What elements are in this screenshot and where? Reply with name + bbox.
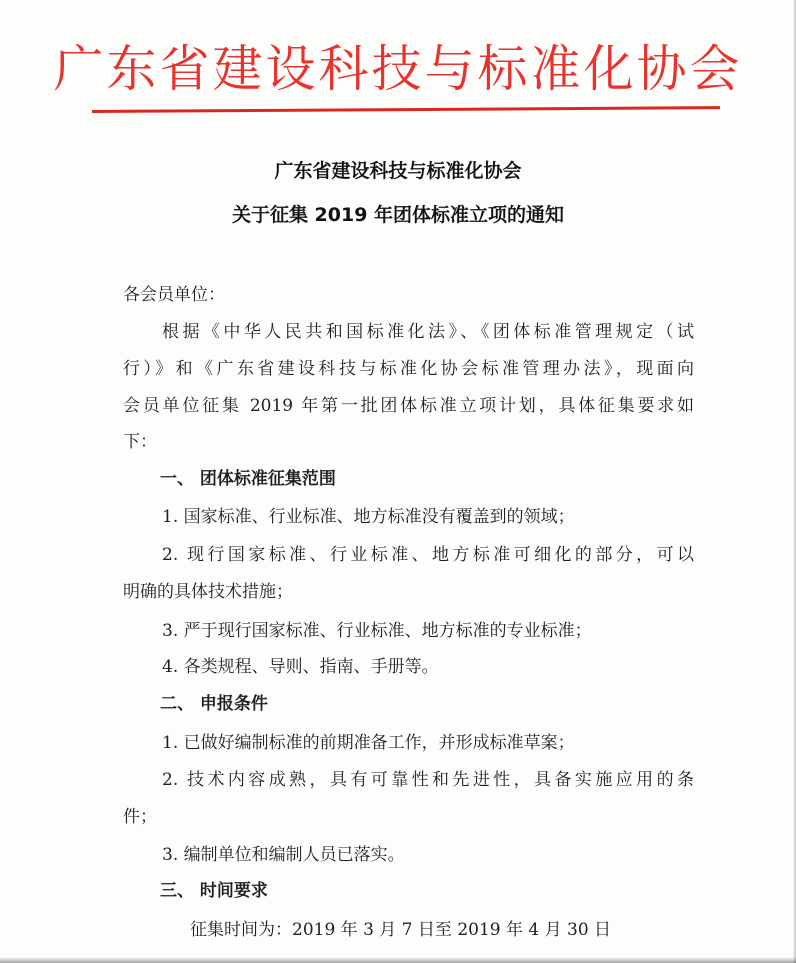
list-item: 件； (123, 807, 157, 827)
salutation: 各会员单位： (123, 285, 225, 305)
section-heading-scope: 一、 团体标准征集范围 (160, 469, 336, 489)
list-item: 3. 严于现行国家标准、行业标准、地方标准的专业标准； (162, 621, 592, 641)
section-heading-conditions: 二、 申报条件 (160, 694, 268, 714)
intro-line: 根据《中华人民共和国标准化法》、《团体标准管理规定（试 (162, 322, 694, 342)
letterhead-red-rule (92, 106, 720, 113)
list-item: 1. 国家标准、行业标准、地方标准没有覆盖到的领域； (162, 507, 575, 527)
list-item: 征集时间为：2019 年 3 月 7 日至 2019 年 4 月 30 日 (190, 920, 612, 940)
intro-line: 行）》和《广东省建设科技与标准化协会标准管理办法》，现面向 (123, 359, 694, 379)
letterhead-org-name: 广东省建设科技与标准化协会 (53, 40, 743, 98)
page-bottom-shadow (0, 957, 796, 963)
list-item: 2. 技术内容成熟，具有可靠性和先进性，具备实施应用的条 (162, 770, 694, 790)
notice-title-line2: 关于征集 2019 年团体标准立项的通知 (231, 204, 565, 226)
list-item: 4. 各类规程、导则、指南、手册等。 (162, 657, 439, 677)
list-item: 1. 已做好编制标准的前期准备工作，并形成标准草案； (162, 733, 575, 753)
section-heading-timeline: 三、 时间要求 (160, 881, 268, 901)
intro-line: 会员单位征集 2019 年第一批团体标准立项计划，具体征集要求如 (123, 396, 694, 416)
intro-line: 下： (123, 432, 157, 452)
list-item: 明确的具体技术措施； (123, 582, 293, 602)
list-item: 2. 现行国家标准、行业标准、地方标准可细化的部分，可以 (162, 545, 694, 565)
list-item: 3. 编制单位和编制人员已落实。 (162, 845, 405, 865)
notice-title-line1: 广东省建设科技与标准化协会 (274, 160, 522, 182)
